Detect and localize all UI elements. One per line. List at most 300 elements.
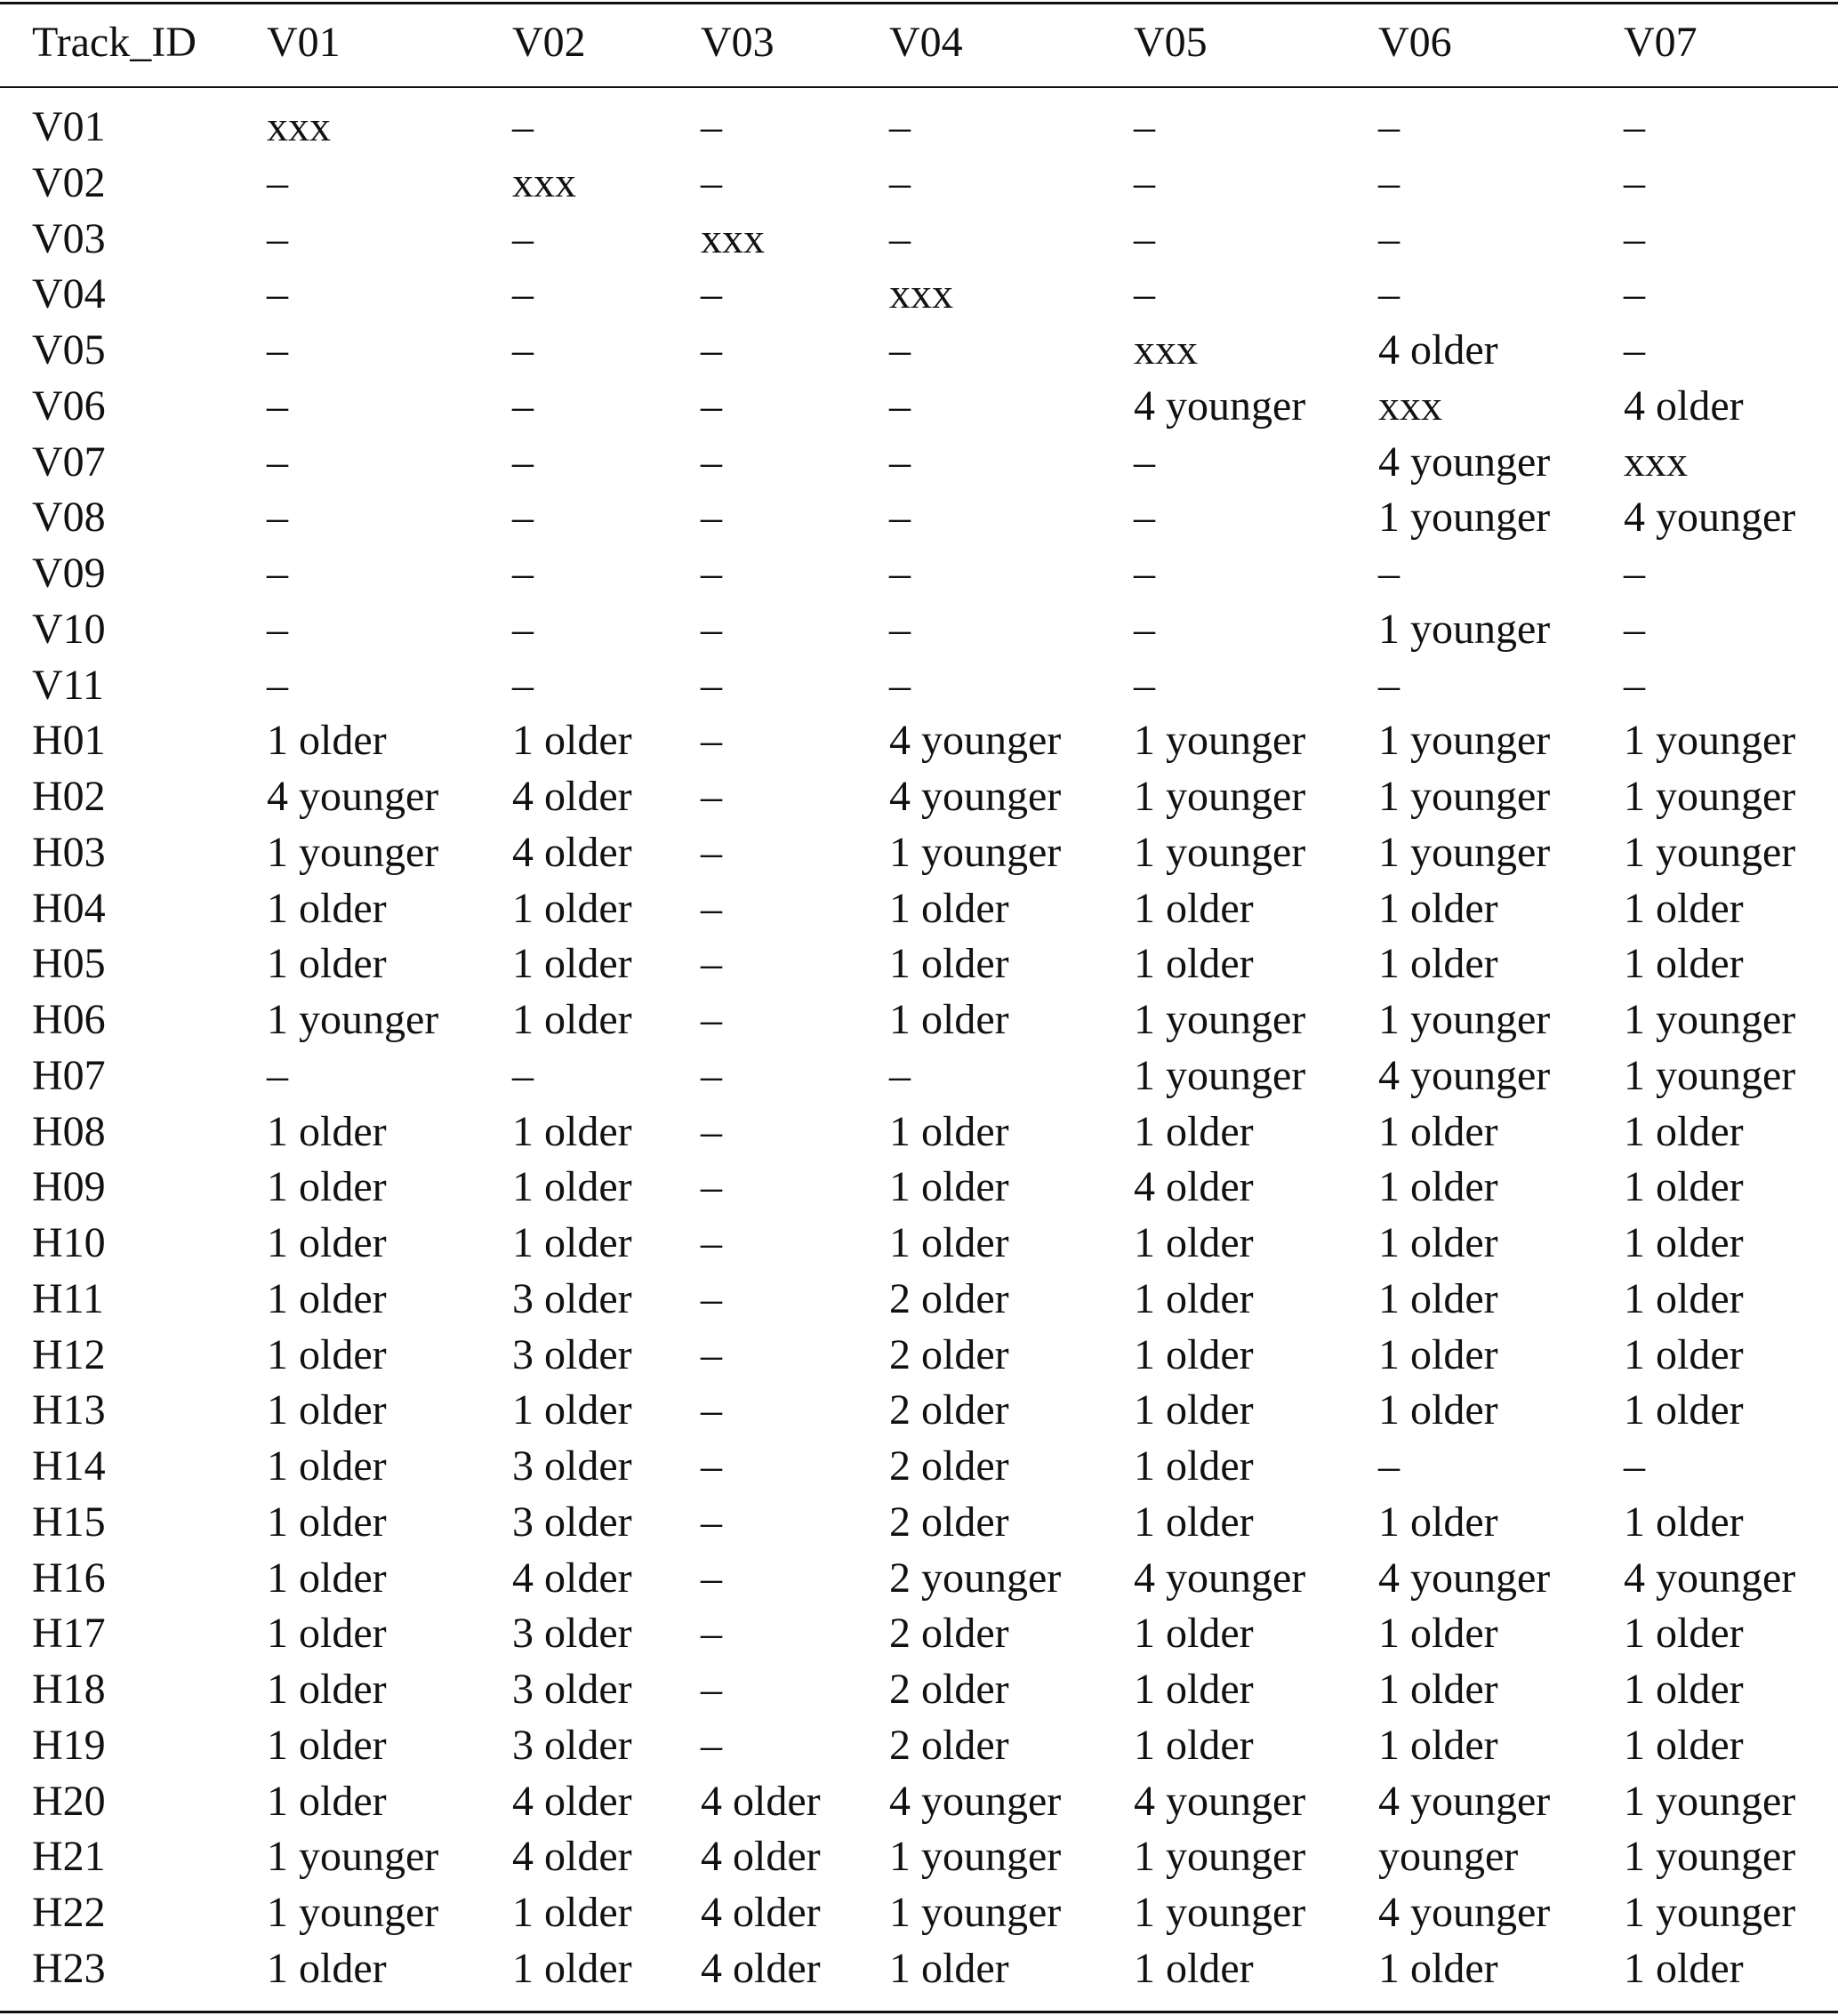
table-cell: –	[1624, 214, 1645, 262]
table-row	[0, 769, 1838, 825]
row-header-cell: H10	[32, 1219, 106, 1266]
table-cell: 1 older	[1624, 884, 1744, 932]
row-header-cell: H09	[32, 1163, 106, 1211]
table-cell: 1 older	[1134, 1107, 1254, 1155]
table-cell: 1 younger	[1378, 773, 1551, 820]
row-header-cell: H08	[32, 1107, 106, 1155]
table-cell: 4 older	[512, 1833, 632, 1881]
table-cell: 1 older	[267, 1163, 387, 1211]
table-cell: 1 older	[1624, 1219, 1744, 1266]
table-row	[0, 1383, 1838, 1439]
table-cell: 1 older	[512, 1107, 632, 1155]
table-cell: 1 older	[1134, 1386, 1254, 1434]
table-cell: 1 older	[1134, 1944, 1254, 1992]
table-cell: 1 younger	[1134, 773, 1306, 820]
column-header-track-id: Track_ID	[32, 19, 197, 66]
table-cell: –	[1378, 103, 1400, 150]
table-cell: –	[701, 884, 722, 932]
table-cell: 2 younger	[889, 1554, 1062, 1602]
row-header-cell: V01	[32, 103, 106, 150]
table-row	[0, 1606, 1838, 1662]
table-cell: –	[701, 550, 722, 597]
table-cell: –	[1378, 550, 1400, 597]
row-header-cell: V04	[32, 270, 106, 318]
table-cell: 1 younger	[889, 1833, 1062, 1881]
table-row	[0, 713, 1838, 769]
table-cell: –	[267, 158, 288, 206]
table-cell: 1 older	[267, 1498, 387, 1546]
table-cell: 3 older	[512, 1721, 632, 1769]
table-cell: 4 older	[1624, 382, 1744, 430]
table-cell: –	[512, 270, 534, 318]
table-cell: 1 older	[1378, 1666, 1498, 1713]
table-cell: –	[701, 1219, 722, 1266]
table-cell: –	[701, 438, 722, 486]
row-header-cell: H05	[32, 940, 106, 988]
table-cell: 1 older	[267, 1666, 387, 1713]
table-cell: 1 younger	[1378, 494, 1551, 542]
table-cell: –	[267, 661, 288, 709]
table-row	[0, 1048, 1838, 1104]
table-cell: –	[701, 996, 722, 1043]
table-cell: –	[889, 661, 911, 709]
table-cell: 1 older	[1134, 1498, 1254, 1546]
table-cell: –	[1378, 1442, 1400, 1490]
table-cell: –	[701, 940, 722, 988]
table-cell: 4 younger	[889, 773, 1062, 820]
column-header-v02: V02	[512, 19, 586, 66]
table-cell: 1 older	[1134, 1330, 1254, 1378]
table-cell: –	[701, 1386, 722, 1434]
row-header-cell: H21	[32, 1833, 106, 1881]
table-cell: –	[701, 1274, 722, 1322]
table-cell: 1 younger	[1624, 1777, 1796, 1825]
table-row	[0, 992, 1838, 1048]
table-cell: 1 older	[1378, 1944, 1498, 1992]
row-header-cell: V07	[32, 438, 106, 486]
table-cell: –	[1378, 270, 1400, 318]
table-cell: 1 younger	[1378, 996, 1551, 1043]
row-header-cell: H04	[32, 884, 106, 932]
table-cell: 1 younger	[267, 996, 439, 1043]
table-cell: –	[267, 550, 288, 597]
row-header-cell: H03	[32, 828, 106, 876]
table-cell: 1 older	[1378, 1219, 1498, 1266]
table-row	[0, 602, 1838, 658]
table-cell: 3 older	[512, 1442, 632, 1490]
table-row	[0, 1829, 1838, 1885]
table-cell: 1 older	[267, 884, 387, 932]
table-cell: 1 younger	[1624, 773, 1796, 820]
table-row	[0, 1495, 1838, 1551]
table-row	[0, 1160, 1838, 1216]
table-cell: 1 older	[1624, 1274, 1744, 1322]
table-cell: 1 younger	[267, 828, 439, 876]
table-cell: 1 older	[889, 996, 1009, 1043]
table-cell: 1 older	[1134, 1442, 1254, 1490]
column-header-v07: V07	[1624, 19, 1698, 66]
table-cell: 4 older	[701, 1889, 821, 1936]
table-cell: –	[512, 661, 534, 709]
table-cell: –	[1624, 158, 1645, 206]
table-cell: 1 younger	[1624, 996, 1796, 1043]
table-cell: –	[1378, 158, 1400, 206]
table-cell: –	[1378, 214, 1400, 262]
table-cell: 1 younger	[1134, 828, 1306, 876]
table-cell: –	[512, 214, 534, 262]
table-cell: 1 older	[1624, 940, 1744, 988]
table-cell: –	[512, 382, 534, 430]
table-cell: –	[701, 773, 722, 820]
table-cell: 1 older	[1624, 1498, 1744, 1546]
table-cell: –	[701, 1163, 722, 1211]
row-header-cell: H12	[32, 1330, 106, 1378]
table-cell: 1 younger	[1624, 1889, 1796, 1936]
table-cell: 1 younger	[267, 1889, 439, 1936]
table-cell: 1 older	[512, 1163, 632, 1211]
table-cell: 1 older	[512, 1889, 632, 1936]
table-cell: 1 older	[1134, 1721, 1254, 1769]
table-row	[0, 490, 1838, 546]
table-cell: 2 older	[889, 1721, 1009, 1769]
column-header-v04: V04	[889, 19, 963, 66]
table-cell: 1 younger	[1378, 717, 1551, 765]
table-cell: 1 older	[267, 1721, 387, 1769]
row-header-cell: H02	[32, 773, 106, 820]
table-cell: 1 older	[1134, 1274, 1254, 1322]
row-header-cell: H15	[32, 1498, 106, 1546]
table-cell: 1 older	[267, 1442, 387, 1490]
table-cell: 1 older	[1378, 940, 1498, 988]
row-header-cell: H14	[32, 1442, 106, 1490]
table-cell: 4 older	[512, 1554, 632, 1602]
row-header-cell: H13	[32, 1386, 106, 1434]
table-cell: –	[889, 158, 911, 206]
table-cell: 4 younger	[1378, 438, 1551, 486]
table-cell: 3 older	[512, 1274, 632, 1322]
table-cell: –	[889, 550, 911, 597]
table-cell: 1 older	[267, 1330, 387, 1378]
table-cell: –	[267, 382, 288, 430]
table-cell: –	[267, 1051, 288, 1099]
table-cell: 1 younger	[1378, 605, 1551, 653]
row-header-cell: V03	[32, 214, 106, 262]
row-header-cell: V09	[32, 550, 106, 597]
table-cell: 1 older	[1624, 1330, 1744, 1378]
table-row	[0, 1328, 1838, 1384]
table-cell: –	[267, 438, 288, 486]
table-row	[0, 1439, 1838, 1495]
row-header-cell: V08	[32, 494, 106, 542]
table-cell: 1 younger	[1624, 717, 1796, 765]
table-row	[0, 881, 1838, 937]
table-cell: –	[701, 1554, 722, 1602]
table-cell: 4 older	[1378, 326, 1498, 373]
column-header-v06: V06	[1378, 19, 1452, 66]
column-header-v03: V03	[701, 19, 775, 66]
table-row	[0, 323, 1838, 379]
table-row	[0, 1272, 1838, 1328]
table-cell: 1 older	[1624, 1666, 1744, 1713]
column-header-v01: V01	[267, 19, 341, 66]
table-row	[0, 1774, 1838, 1830]
table-row	[0, 156, 1838, 212]
table-cell: 4 younger	[1378, 1889, 1551, 1936]
row-header-cell: V11	[32, 661, 104, 709]
table-cell: xxx	[701, 214, 765, 262]
table-cell: –	[512, 1051, 534, 1099]
table-cell: 4 older	[701, 1777, 821, 1825]
table-cell: –	[267, 605, 288, 653]
table-cell: 1 older	[512, 717, 632, 765]
table-cell: –	[701, 270, 722, 318]
table-cell: 1 older	[512, 996, 632, 1043]
table-cell: –	[1624, 103, 1645, 150]
table-cell: 1 older	[267, 940, 387, 988]
table-cell: 1 older	[1378, 1107, 1498, 1155]
row-header-cell: H22	[32, 1889, 106, 1936]
table-cell: –	[512, 438, 534, 486]
table-cell: 1 older	[1378, 1721, 1498, 1769]
table-cell: 2 older	[889, 1442, 1009, 1490]
table-cell: 1 older	[267, 1777, 387, 1825]
table-cell: –	[701, 717, 722, 765]
table-cell: 1 younger	[1134, 1889, 1306, 1936]
table-cell: xxx	[889, 270, 953, 318]
row-header-cell: H01	[32, 717, 106, 765]
table-cell: –	[889, 214, 911, 262]
table-cell: xxx	[512, 158, 576, 206]
table-cell: 3 older	[512, 1666, 632, 1713]
table-cell: –	[1624, 1442, 1645, 1490]
table-cell: 1 younger	[1624, 828, 1796, 876]
table-cell: –	[512, 550, 534, 597]
table-cell: 1 older	[889, 1163, 1009, 1211]
table-cell: 4 younger	[1378, 1051, 1551, 1099]
column-header-v05: V05	[1134, 19, 1208, 66]
table-row	[0, 100, 1838, 156]
table-cell: –	[701, 103, 722, 150]
table-cell: 1 older	[1378, 1498, 1498, 1546]
table-cell: 1 older	[1624, 1721, 1744, 1769]
table-cell: 4 younger	[1378, 1554, 1551, 1602]
table-top-rule	[0, 2, 1838, 4]
table-cell: 1 older	[889, 1107, 1009, 1155]
table-cell: xxx	[1134, 326, 1198, 373]
table-cell: 4 older	[512, 828, 632, 876]
table-cell: 1 older	[1624, 1610, 1744, 1658]
row-header-cell: V02	[32, 158, 106, 206]
table-cell: –	[701, 1666, 722, 1713]
row-header-cell: H23	[32, 1944, 106, 1992]
table-row	[0, 1551, 1838, 1607]
table-cell: –	[701, 1107, 722, 1155]
table-row	[0, 1718, 1838, 1774]
table-cell: 1 older	[1378, 884, 1498, 932]
table-cell: 1 older	[1134, 1666, 1254, 1713]
table-cell: 1 older	[1378, 1610, 1498, 1658]
table-row	[0, 1104, 1838, 1161]
table-cell: 3 older	[512, 1498, 632, 1546]
table-cell: –	[1134, 494, 1155, 542]
table-row	[0, 936, 1838, 992]
table-cell: –	[267, 214, 288, 262]
table-cell: 2 older	[889, 1666, 1009, 1713]
table-cell: –	[267, 494, 288, 542]
table-cell: –	[1134, 103, 1155, 150]
table-row	[0, 1216, 1838, 1272]
table-cell: 4 younger	[1134, 1554, 1306, 1602]
table-cell: xxx	[1624, 438, 1688, 486]
table-row	[0, 379, 1838, 435]
table-cell: 1 older	[512, 1944, 632, 1992]
table-row	[0, 1662, 1838, 1718]
table-cell: –	[889, 103, 911, 150]
table-cell: 4 younger	[1134, 382, 1306, 430]
table-cell: –	[512, 494, 534, 542]
row-header-cell: H11	[32, 1274, 104, 1322]
table-cell: 1 older	[1134, 940, 1254, 988]
table-cell: 4 younger	[267, 773, 439, 820]
table-row	[0, 658, 1838, 714]
table-cell: –	[701, 1498, 722, 1546]
table-cell: 1 younger	[1134, 1833, 1306, 1881]
table-cell: 2 older	[889, 1610, 1009, 1658]
table-cell: 1 older	[889, 1219, 1009, 1266]
row-header-cell: H06	[32, 996, 106, 1043]
table-cell: –	[701, 1610, 722, 1658]
table-cell: –	[512, 605, 534, 653]
table-cell: –	[889, 494, 911, 542]
table-cell: 4 younger	[1624, 1554, 1796, 1602]
table-cell: 1 younger	[267, 1833, 439, 1881]
table-cell: –	[1134, 550, 1155, 597]
table-cell: 2 older	[889, 1330, 1009, 1378]
table-cell: 1 older	[889, 884, 1009, 932]
table-cell: 3 older	[512, 1330, 632, 1378]
table-cell: 1 older	[267, 1107, 387, 1155]
table-cell: 4 older	[512, 1777, 632, 1825]
table-cell: xxx	[267, 103, 331, 150]
table-cell: –	[1134, 661, 1155, 709]
table-cell: 1 younger	[889, 828, 1062, 876]
table-cell: 1 younger	[1378, 828, 1551, 876]
table-cell: –	[1134, 270, 1155, 318]
table-cell: 1 older	[1624, 1107, 1744, 1155]
table-cell: 1 older	[512, 884, 632, 932]
table-cell: 4 younger	[889, 1777, 1062, 1825]
table-cell: –	[1624, 326, 1645, 373]
table-cell: 1 older	[1624, 1386, 1744, 1434]
table-cell: –	[1624, 605, 1645, 653]
row-header-cell: V10	[32, 605, 106, 653]
table-cell: 1 older	[267, 1610, 387, 1658]
table-cell: 4 older	[1134, 1163, 1254, 1211]
table-cell: 1 older	[512, 1386, 632, 1434]
table-cell: 1 older	[512, 940, 632, 988]
table-cell: 2 older	[889, 1274, 1009, 1322]
table-cell: 1 older	[1378, 1386, 1498, 1434]
row-header-cell: H18	[32, 1666, 106, 1713]
table-row	[0, 212, 1838, 268]
table-cell: –	[889, 1051, 911, 1099]
table-row	[0, 1941, 1838, 1997]
table-cell: 4 younger	[1378, 1777, 1551, 1825]
table-cell: 1 older	[512, 1219, 632, 1266]
table-cell: 4 younger	[889, 717, 1062, 765]
table-cell: 1 older	[1378, 1274, 1498, 1322]
table-cell: 1 younger	[1624, 1833, 1796, 1881]
table-row	[0, 435, 1838, 491]
table-cell: 1 older	[1624, 1163, 1744, 1211]
table-cell: –	[267, 326, 288, 373]
table-header-rule	[0, 86, 1838, 88]
table-cell: 1 older	[267, 1219, 387, 1266]
table-cell: –	[701, 382, 722, 430]
table-cell: –	[1624, 550, 1645, 597]
table-cell: –	[1134, 605, 1155, 653]
table-cell: 1 older	[1134, 1219, 1254, 1266]
table-cell: younger	[1378, 1833, 1519, 1881]
table-cell: 1 older	[1134, 884, 1254, 932]
table-cell: –	[701, 494, 722, 542]
table-bottom-rule	[0, 2011, 1838, 2013]
table-cell: –	[701, 605, 722, 653]
table-header-row	[0, 12, 1838, 73]
table-cell: 1 older	[1378, 1163, 1498, 1211]
row-header-cell: H19	[32, 1721, 106, 1769]
table-cell: 1 younger	[1134, 717, 1306, 765]
table-cell: 4 younger	[1134, 1777, 1306, 1825]
table-cell: 4 younger	[1624, 494, 1796, 542]
table-cell: –	[889, 438, 911, 486]
table-cell: 1 older	[889, 940, 1009, 988]
table-cell: –	[512, 326, 534, 373]
table-row	[0, 1885, 1838, 1941]
table-cell: –	[701, 1721, 722, 1769]
row-header-cell: V05	[32, 326, 106, 373]
table-cell: –	[512, 103, 534, 150]
table-cell: 4 older	[701, 1944, 821, 1992]
table-cell: 1 younger	[889, 1889, 1062, 1936]
table-cell: –	[701, 661, 722, 709]
table-cell: 2 older	[889, 1498, 1009, 1546]
table-cell: 1 older	[1378, 1330, 1498, 1378]
table-row	[0, 825, 1838, 881]
table-cell: –	[1134, 214, 1155, 262]
table-cell: 2 older	[889, 1386, 1009, 1434]
table-cell: 1 older	[267, 717, 387, 765]
table-cell: –	[701, 326, 722, 373]
table-row	[0, 267, 1838, 323]
table-cell: –	[701, 1330, 722, 1378]
table-cell: –	[889, 382, 911, 430]
table-row	[0, 546, 1838, 602]
table-cell: 4 older	[512, 773, 632, 820]
table-cell: 1 younger	[1134, 1051, 1306, 1099]
row-header-cell: H07	[32, 1051, 106, 1099]
table-cell: –	[701, 828, 722, 876]
table-cell: –	[1378, 661, 1400, 709]
table-cell: –	[701, 1442, 722, 1490]
table-cell: 1 older	[267, 1944, 387, 1992]
table-cell: –	[1134, 438, 1155, 486]
table-cell: 1 older	[267, 1274, 387, 1322]
table-cell: 3 older	[512, 1610, 632, 1658]
row-header-cell: H16	[32, 1554, 106, 1602]
table-cell: –	[889, 605, 911, 653]
table-cell: 1 older	[1134, 1610, 1254, 1658]
